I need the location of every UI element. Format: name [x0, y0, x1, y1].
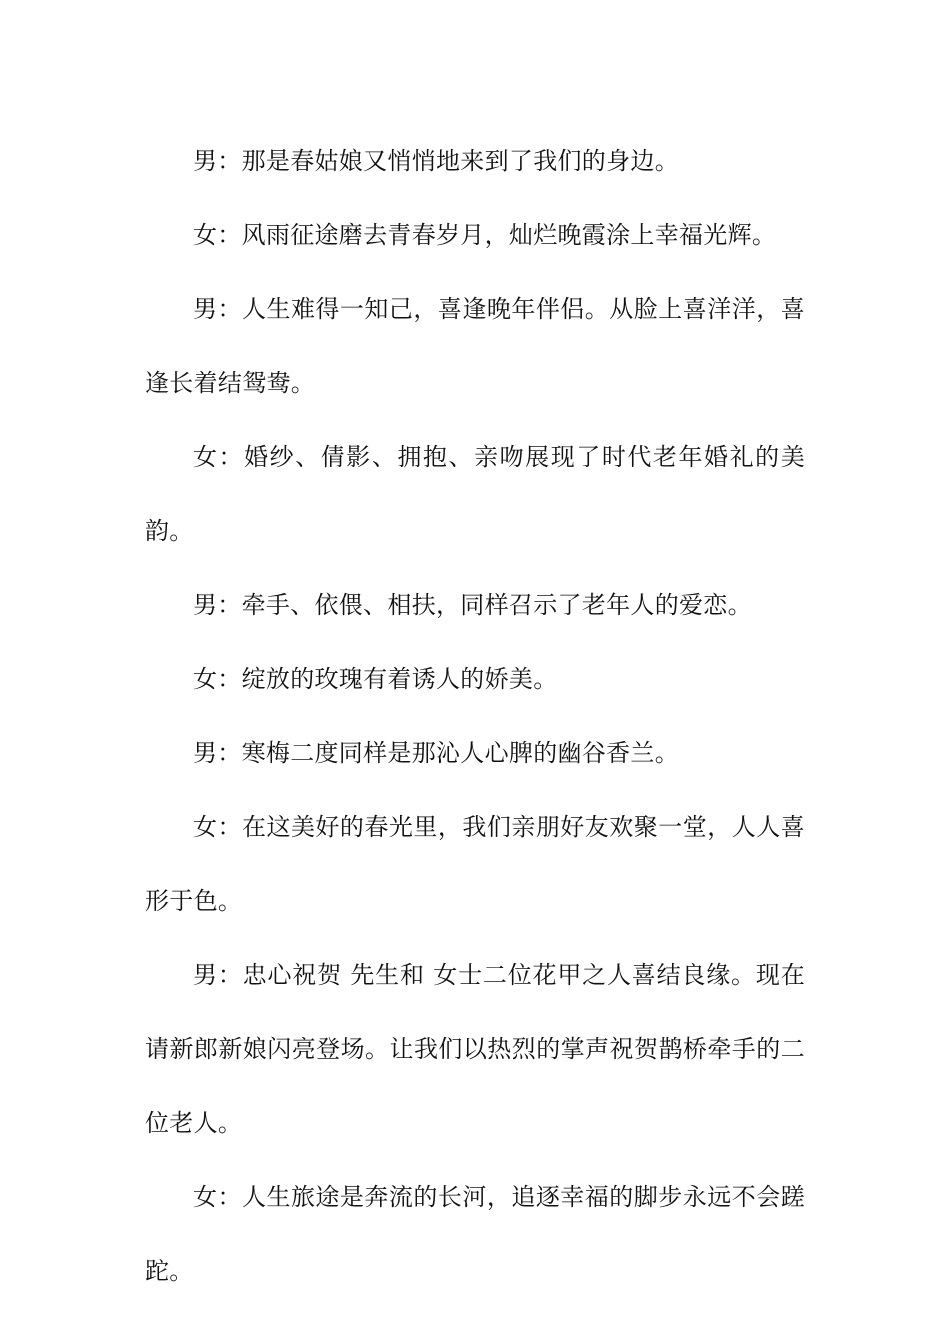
paragraph-5: 男：牵手、依偎、相扶，同样召示了老年人的爱恋。	[193, 591, 752, 619]
document-body	[145, 124, 805, 1308]
paragraph-7: 男：寒梅二度同样是那沁人心脾的幽谷香兰。	[193, 739, 679, 767]
paragraph-10: 女：人生旅途是奔流的长河，追逐幸福的脚步永远不会蹉跎。	[145, 1183, 805, 1285]
paragraph-6: 女：绽放的玫瑰有着诱人的娇美。	[193, 665, 558, 693]
paragraph-9: 男：忠心祝贺 先生和 女士二位花甲之人喜结良缘。现在请新郎新娘闪亮登场。让我们以热烈的掌声祝贺鹊桥牵手的二位老人。	[145, 961, 805, 1137]
paragraph-8: 女：在这美好的春光里，我们亲朋好友欢聚一堂，人人喜形于色。	[145, 813, 805, 915]
paragraph-4: 女：婚纱、倩影、拥抱、亲吻展现了时代老年婚礼的美韵。	[145, 443, 805, 545]
paragraph-3: 男：人生难得一知己，喜逢晚年伴侣。从脸上喜洋洋，喜逢长着结鸳鸯。	[145, 295, 805, 397]
paragraph-1: 男：那是春姑娘又悄悄地来到了我们的身边。	[193, 147, 679, 175]
paragraph-2: 女：风雨征途磨去青春岁月，灿烂晚霞涂上幸福光辉。	[193, 221, 777, 249]
